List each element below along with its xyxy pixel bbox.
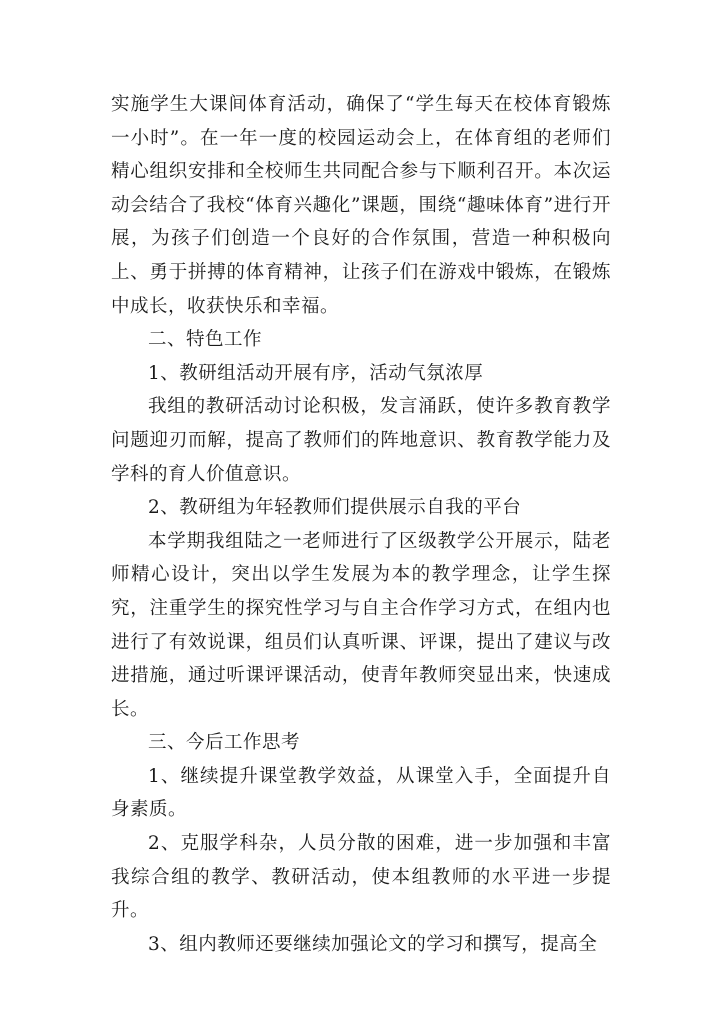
paragraph-point-3: 3、组内教师还要继续加强论文的学习和撰写，提高全	[148, 933, 598, 955]
heading-special-work: 二、特色工作	[148, 329, 263, 351]
paragraph-teaching-research: 我组的教研活动讨论积极，发言涌跃，使许多教育教学问题迎刃而解，提高了教师们的阵地意识、教育教学能力及学科的育人价值意识。	[111, 396, 611, 485]
paragraph-public-lesson: 本学期我组陆之一老师进行了区级教学公开展示，陆老师精心设计，突出以学生发展为本的教学理念，让学生探究，注重学生的探究性学习与自主合作学习方式，在组内也进行了有效说课，组员们认真听课、评课，提出了建议与改进措施，通过听课评课活动，使青年教师突显出来，快速成长。	[111, 530, 611, 720]
subheading-1: 1、教研组活动开展有序，活动气氛浓厚	[148, 362, 484, 384]
subheading-2: 2、教研组为年轻教师们提供展示自我的平台	[148, 497, 522, 519]
paragraph-point-2: 2、克服学科杂，人员分散的困难，进一步加强和丰富我综合组的教学、教研活动，使本组教师的水平进一步提升。	[111, 833, 611, 922]
heading-future-thinking: 三、今后工作思考	[148, 732, 301, 754]
paragraph-point-1: 1、继续提升课堂教学效益，从课堂入手，全面提升自身素质。	[111, 765, 611, 821]
document-body	[111, 88, 611, 961]
paragraph-intro: 实施学生大课间体育活动，确保了“学生每天在校体育锻炼一小时”。在一年一度的校园运动会上，在体育组的老师们精心组织安排和全校师生共同配合参与下顺利召开。本次运动会结合了我校“体育兴趣化”课题，围绕“趣味体育”进行开展，为孩子们创造一个良好的合作氛围，营造一种积极向上、勇于拼搏的体育精神，让孩子们在游戏中锻炼，在锻炼中成长，收获快乐和幸福。	[111, 94, 611, 317]
